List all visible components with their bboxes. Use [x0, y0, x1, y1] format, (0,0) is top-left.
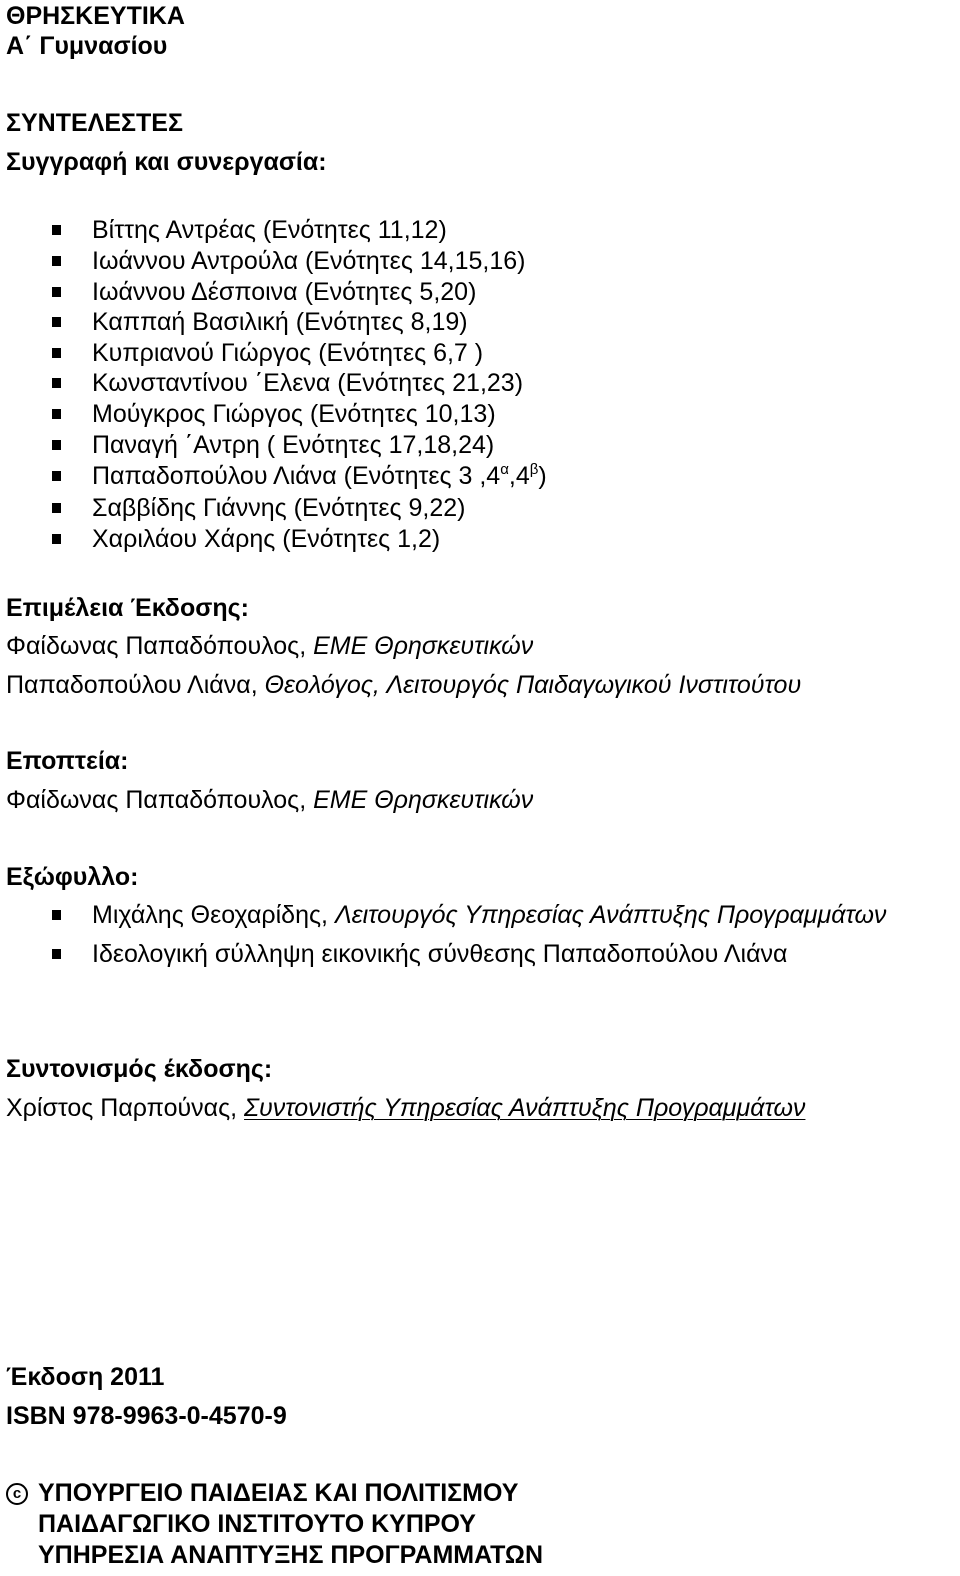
bullet-icon	[52, 409, 61, 419]
editing-heading: Επιμέλεια Έκδοσης:	[6, 594, 249, 622]
credits-page: ΘΡΗΣΚΕΥΤΙΚΑ Α΄ Γυμνασίου ΣΥΝΤΕΛΕΣΤΕΣ Συγγραφή και συνεργασία: Βίττης Αντρέας (Ενότητες 11,12) Ιωάννου Αντρούλα (Ενότητες 14,15,16) Ιωάννου Δέσποινα (Ενότητες 5,20) Καππαή Βασιλική (Ενότητες 8,19) Κυπριανού Γιώργος (Ενότητες 6,7 ) Κωνσταντίνου ΄Ελενα (Ενότητες 21,23) Μούγκρος Γιώργος (Ενότητες 10,13) Παναγή ΄Αντρη ( Ενότητες 17,18,24) Παπαδοπούλου Λιάνα (Ενότητες 3 $,4^\alpha,4^\beta$) Σαββίδης Γιάννης (Ενότητες 9,22) Χαριλάου Χάρης (Ενότητες 1,2) Επιμέλεια Έκδοσης: Φαίδωνας Παπαδόπουλος, ΕΜΕ Θρησκευτικών Παπαδοπούλου Λιάνα, Θεολόγος, Λειτουργός Παιδαγωγικού Ινστιτούτου Εποπτεία: Φαίδωνας Παπαδόπουλος, ΕΜΕ Θρησκευτικών Εξώφυλλο: Μιχάλης Θεοχαρίδης, Λειτουργός Υπηρεσίας Ανάπτυξης Προγραμμάτων Ιδεολογική σύλληψη εικονικής σύνθεσης Παπαδοπούλου Λιάνα Συντονισμός έκδοσης: Χρίστος Παρπούνας, Συντονιστής Υπηρεσίας Ανάπτυξης Προγραμμάτων Έκδοση 2011 ISBN 978-9963-0-4570-9 c ΥΠΟΥΡΓΕΙΟ ΠΑΙΔΕΙΑΣ ΚΑΙ ΠΟΛΙΤΙΣΜΟΥ ΠΑΙΔΑΓΩΓΙΚΟ ΙΝΣΤΙΤΟΥΤΟ ΚΥΠΡΟΥ ΥΠΗΡΕΣΙΑ ΑΝΑΠΤΥΞΗΣ ΠΡΟΓΡΑΜΜΑΤΩΝ	[6, 2, 887, 1569]
supervisor: Φαίδωνας Παπαδόπουλος, ΕΜΕ Θρησκευτικών	[6, 786, 534, 814]
bullet-icon	[52, 534, 61, 544]
bullet-icon	[52, 378, 61, 388]
credits-title: ΣΥΝΤΕΛΕΣΤΕΣ	[6, 109, 183, 137]
publisher-ministry: ΥΠΟΥΡΓΕΙΟ ΠΑΙΔΕΙΑΣ ΚΑΙ ΠΟΛΙΤΙΣΜΟΥ	[38, 1479, 519, 1507]
subject-title: ΘΡΗΣΚΕΥΤΙΚΑ	[6, 2, 185, 30]
bullet-icon	[52, 287, 61, 297]
bullet-icon	[52, 256, 61, 266]
edition-year: Έκδοση 2011	[6, 1363, 165, 1391]
editor-1: Φαίδωνας Παπαδόπουλος, ΕΜΕ Θρησκευτικών	[6, 632, 534, 660]
editor-2: Παπαδοπούλου Λιάνα, Θεολόγος, Λειτουργός Παιδαγωγικού Ινστιτούτου	[6, 671, 802, 699]
bullet-icon	[52, 348, 61, 358]
bullet-icon	[52, 440, 61, 450]
coordination-heading: Συντονισμός έκδοσης:	[6, 1055, 273, 1083]
grade-title: Α΄ Γυμνασίου	[6, 32, 168, 60]
bullet-icon	[52, 503, 61, 513]
supervision-heading: Εποπτεία:	[6, 747, 129, 775]
isbn: ISBN 978-9963-0-4570-9	[6, 1402, 287, 1430]
publisher-institute: ΠΑΙΔΑΓΩΓΙΚΟ ΙΝΣΤΙΤΟΥΤΟ ΚΥΠΡΟΥ	[38, 1510, 476, 1538]
bullet-icon	[52, 910, 61, 920]
bullet-icon	[52, 471, 61, 481]
publisher-service: ΥΠΗΡΕΣΙΑ ΑΝΑΠΤΥΞΗΣ ΠΡΟΓΡΑΜΜΑΤΩΝ	[38, 1541, 544, 1569]
coordinator: Χρίστος Παρπούνας, Συντονιστής Υπηρεσίας Ανάπτυξης Προγραμμάτων	[6, 1094, 806, 1122]
bullet-icon	[52, 949, 61, 959]
writing-heading: Συγγραφή και συνεργασία:	[6, 148, 327, 176]
cover-heading: Εξώφυλλο:	[6, 863, 139, 891]
copyright-icon: c	[6, 1483, 28, 1505]
bullet-icon	[52, 317, 61, 327]
bullet-icon	[52, 225, 61, 235]
